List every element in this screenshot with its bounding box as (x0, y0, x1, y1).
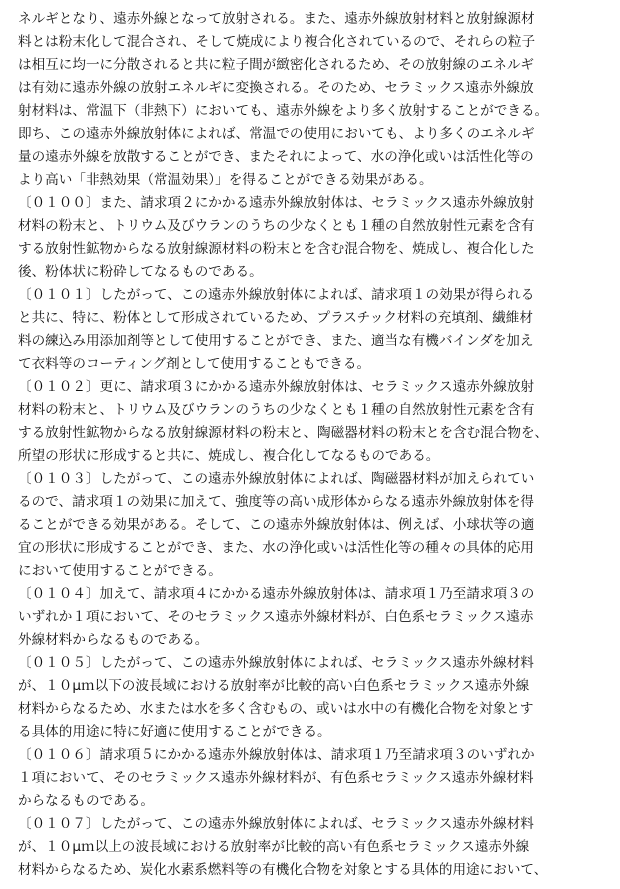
text-line: ネルギとなり、遠赤外線となって放射される。また、遠赤外線放射材料と放射線源材 (18, 11, 535, 27)
text-line: 外線材料からなるものである。 (18, 632, 209, 648)
text-line: が、１０μｍ以下の波長域における放射率が比較的高い白色系セラミックス遠赤外線 (18, 678, 530, 694)
text-line: において使用することができる。 (18, 563, 222, 579)
text-line: が、１０μｍ以上の波長域における放射率が比較的高い有色系セラミックス遠赤外線 (18, 839, 530, 855)
text-line: 料とは粉末化して混合され、そして焼成により複合化されているので、それらの粒子 (18, 34, 536, 50)
paragraph-0104-line: 〔０１０４〕加えて、請求項４にかかる遠赤外線放射体は、請求項１乃至請求項３の (18, 586, 535, 602)
text-line: 材料からなるため、炭化水素系燃料等の有機化合物を対象とする具体的用途において、 (18, 862, 548, 878)
text-line: 射材料は、常温下（非熱下）においても、遠赤外線をより多く放射することができる。 (18, 103, 549, 119)
paragraph-0106-line: 〔０１０６〕請求項５にかかる遠赤外線放射体は、請求項１乃至請求項３のいずれか (18, 747, 535, 763)
text-line: 即ち、この遠赤外線放射体によれば、常温での使用においても、より多くのエネルギ (18, 126, 535, 142)
text-line: る具体的用途に特に好適に使用することができる。 (18, 724, 331, 740)
text-line: て衣料等のコーティング剤として使用することもできる。 (18, 356, 371, 372)
text-line: と共に、特に、粉体として形成されているため、プラスチック材料の充填剤、繊維材 (18, 310, 533, 326)
text-line: ることができる効果がある。そして、この遠赤外線放射体は、例えば、小球状等の適 (18, 517, 535, 533)
text-line: 料の練込み用添加剤等として使用することができ、また、適当な有機バインダを加え (18, 333, 534, 349)
paragraph-0105-line: 〔０１０５〕したがって、この遠赤外線放射体によれば、セラミックス遠赤外線材料 (18, 655, 534, 671)
text-line: 所望の形状に形成すると共に、焼成し、複合化してなるものである。 (18, 448, 440, 464)
text-line: １項において、そのセラミックス遠赤外線材料が、有色系セラミックス遠赤外線材料 (18, 770, 534, 786)
paragraph-0102-line: 〔０１０２〕更に、請求項３にかかる遠赤外線放射体は、セラミックス遠赤外線放射 (18, 379, 535, 395)
text-line: 量の遠赤外線を放散することができ、またそれによって、水の浄化或いは活性化等の (18, 149, 534, 165)
text-line: からなるものである。 (18, 793, 154, 809)
text-line: は有効に遠赤外線の放射エネルギに変換される。そのため、セラミックス遠赤外線放 (18, 80, 534, 96)
text-line: より高い「非熱効果（常温効果）」を得ることができる効果がある。 (18, 172, 433, 188)
text-line: する放射性鉱物からなる放射線源材料の粉末とを含む混合物を、焼成し、複合化した (18, 241, 535, 257)
text-line: 後、粉体状に粉砕してなるものである。 (18, 264, 263, 280)
text-line: は相互に均一に分散されると共に粒子間が緻密化されるため、その放射線のエネルギ (18, 57, 535, 73)
text-line: 材料の粉末と、トリウム及びウランのうちの少なくとも１種の自然放射性元素を含有 (18, 218, 535, 234)
paragraph-0103-line: 〔０１０３〕したがって、この遠赤外線放射体によれば、陶磁器材料が加えられてい (18, 471, 535, 487)
paragraph-0101-line: 〔０１０１〕したがって、この遠赤外線放射体によれば、請求項１の効果が得られる (18, 287, 535, 303)
text-line: 材料の粉末と、トリウム及びウランのうちの少なくとも１種の自然放射性元素を含有 (18, 402, 535, 418)
paragraph-0100-line: 〔０１００〕また、請求項２にかかる遠赤外線放射体は、セラミックス遠赤外線放射 (18, 195, 535, 211)
text-line: 材料からなるため、水または水を多く含むもの、或いは水中の有機化合物を対象とす (18, 701, 534, 717)
text-line: 宜の形状に形成することができ、また、水の浄化或いは活性化等の種々の具体的応用 (18, 540, 535, 556)
text-line: する放射性鉱物からなる放射線源材料の粉末と、陶磁器材料の粉末とを含む混合物を、 (18, 425, 549, 441)
text-line: るので、請求項１の効果に加えて、強度等の高い成形体からなる遠赤外線放射体を得 (18, 494, 535, 510)
text-line: いずれか１項において、そのセラミックス遠赤外線材料が、白色系セラミックス遠赤 (18, 609, 534, 625)
paragraph-0107-line: 〔０１０７〕したがって、この遠赤外線放射体によれば、セラミックス遠赤外線材料 (18, 816, 534, 832)
